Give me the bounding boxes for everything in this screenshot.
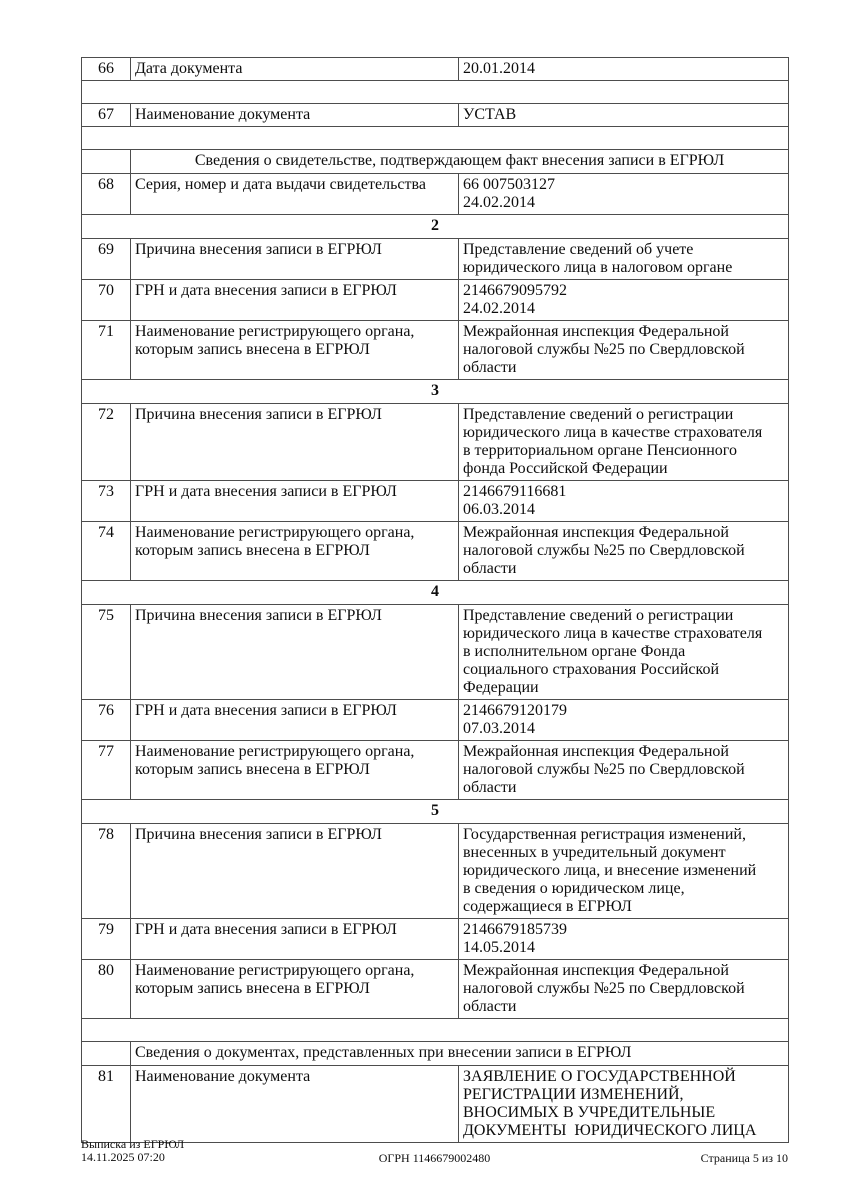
row-value-line: области xyxy=(463,779,517,796)
row-value-cell xyxy=(459,522,789,581)
row-label-cell xyxy=(131,280,459,321)
subheader-empty-cell xyxy=(82,1042,131,1066)
egrul-table-body xyxy=(82,58,789,1143)
row-value-line: фонда Российской Федерации xyxy=(463,460,668,477)
row-value-line: в территориальном органе Пенсионного xyxy=(463,442,737,459)
row-number-cell: 79 xyxy=(82,919,131,960)
subsection-header: Сведения о документах, представленных при внесении записи в ЕГРЮЛ xyxy=(131,1042,789,1066)
row-value-line: налоговой службы №25 по Свердловской xyxy=(463,761,745,778)
row-value-line: налоговой службы №25 по Свердловской xyxy=(463,980,745,997)
row-label-cell xyxy=(131,605,459,700)
row-value-line: 06.03.2014 xyxy=(463,501,535,518)
row-value-cell xyxy=(459,404,789,481)
row-value-line: 2146679116681 xyxy=(463,483,567,500)
table-row xyxy=(82,522,789,581)
table-row xyxy=(82,58,789,81)
row-number-cell: 80 xyxy=(82,960,131,1019)
row-number-cell: 81 xyxy=(82,1066,131,1143)
row-value-line: УСТАВ xyxy=(463,106,517,123)
row-label-cell xyxy=(131,58,459,81)
table-row xyxy=(82,919,789,960)
row-value-cell xyxy=(459,919,789,960)
row-label-cell xyxy=(131,522,459,581)
row-value-line: 07.03.2014 xyxy=(463,720,535,737)
row-number-cell: 75 xyxy=(82,605,131,700)
footer-timestamp: 14.11.2025 07:20 xyxy=(81,1150,165,1164)
row-value-line: Федерации xyxy=(463,679,539,696)
row-value-line: Представление сведений о регистрации xyxy=(463,607,734,624)
row-label-line: Наименование регистрирующего органа, xyxy=(135,962,415,979)
row-value-line: РЕГИСТРАЦИИ ИЗМЕНЕНИЙ, xyxy=(463,1086,684,1103)
row-value-line: социального страхования Российской xyxy=(463,661,720,678)
row-value-cell xyxy=(459,741,789,800)
row-value-line: юридического лица, и внесение изменений xyxy=(463,862,757,879)
row-value-line: юридического лица в налоговом органе xyxy=(463,259,733,276)
row-value-line: области xyxy=(463,359,517,376)
row-value-cell xyxy=(459,58,789,81)
row-label-cell xyxy=(131,239,459,280)
row-label-line: Дата документа xyxy=(135,60,243,77)
page-footer xyxy=(81,1138,788,1166)
egrul-records-table xyxy=(81,57,789,1143)
row-label-cell xyxy=(131,481,459,522)
row-value-cell xyxy=(459,239,789,280)
footer-ogrn: ОГРН 1146679002480 xyxy=(378,1151,491,1165)
table-row xyxy=(82,380,789,404)
row-number-cell: 71 xyxy=(82,321,131,380)
row-label-cell xyxy=(131,404,459,481)
row-number-cell: 68 xyxy=(82,174,131,215)
row-value-line: области xyxy=(463,560,517,577)
section-number: 3 xyxy=(82,380,789,404)
row-value-line: 66 007503127 xyxy=(463,176,555,193)
row-label-line: которым запись внесена в ЕГРЮЛ xyxy=(135,761,370,778)
row-number-cell: 78 xyxy=(82,824,131,919)
spacer-cell xyxy=(82,81,789,104)
row-label-line: Причина внесения записи в ЕГРЮЛ xyxy=(135,826,382,843)
row-number-cell: 67 xyxy=(82,104,131,127)
row-value-line: Государственная регистрация изменений, xyxy=(463,826,746,843)
row-label-line: Причина внесения записи в ЕГРЮЛ xyxy=(135,406,382,423)
row-value-cell xyxy=(459,1066,789,1143)
row-label-cell xyxy=(131,824,459,919)
row-label-line: Наименование регистрирующего органа, xyxy=(135,743,415,760)
row-value-cell xyxy=(459,174,789,215)
row-value-line: в исполнительном органе Фонда xyxy=(463,643,686,660)
row-value-cell xyxy=(459,280,789,321)
row-value-line: Межрайонная инспекция Федеральной xyxy=(463,743,729,760)
row-value-line: налоговой службы №25 по Свердловской xyxy=(463,542,745,559)
row-number-cell: 77 xyxy=(82,741,131,800)
row-value-cell xyxy=(459,824,789,919)
table-row xyxy=(82,280,789,321)
row-value-line: Межрайонная инспекция Федеральной xyxy=(463,962,729,979)
table-row xyxy=(82,150,789,174)
footer-page-number: Страница 5 из 10 xyxy=(700,1151,788,1165)
row-label-cell xyxy=(131,960,459,1019)
row-number-cell: 76 xyxy=(82,700,131,741)
table-row xyxy=(82,1042,789,1066)
row-value-line: Межрайонная инспекция Федеральной xyxy=(463,323,729,340)
subheader-empty-cell xyxy=(82,150,131,174)
row-label-line: ГРН и дата внесения записи в ЕГРЮЛ xyxy=(135,921,397,938)
row-number-cell: 74 xyxy=(82,522,131,581)
table-row xyxy=(82,104,789,127)
row-label-cell xyxy=(131,1066,459,1143)
row-number-cell: 72 xyxy=(82,404,131,481)
table-row xyxy=(82,581,789,605)
row-value-line: юридического лица в качестве страхователя xyxy=(463,424,763,441)
row-value-cell xyxy=(459,481,789,522)
spacer-cell xyxy=(82,127,789,150)
row-number-cell: 66 xyxy=(82,58,131,81)
row-value-cell xyxy=(459,960,789,1019)
row-value-line: юридического лица в качестве страхователя xyxy=(463,625,763,642)
row-number-cell: 70 xyxy=(82,280,131,321)
row-label-line: которым запись внесена в ЕГРЮЛ xyxy=(135,542,370,559)
table-row xyxy=(82,81,789,104)
row-label-line: Серия, номер и дата выдачи свидетельства xyxy=(135,176,426,193)
row-label-line: Наименование документа xyxy=(135,106,311,123)
row-label-cell xyxy=(131,104,459,127)
row-label-line: которым запись внесена в ЕГРЮЛ xyxy=(135,980,370,997)
row-value-line: 2146679120179 xyxy=(463,702,567,719)
section-number: 4 xyxy=(82,581,789,605)
table-row xyxy=(82,404,789,481)
table-row xyxy=(82,127,789,150)
row-label-line: Причина внесения записи в ЕГРЮЛ xyxy=(135,241,382,258)
row-value-line: области xyxy=(463,998,517,1015)
row-value-line: налоговой службы №25 по Свердловской xyxy=(463,341,745,358)
row-value-cell xyxy=(459,700,789,741)
table-row xyxy=(82,741,789,800)
row-value-line: внесенных в учредительный документ xyxy=(463,844,726,861)
row-value-line: Межрайонная инспекция Федеральной xyxy=(463,524,729,541)
row-label-cell xyxy=(131,321,459,380)
table-row xyxy=(82,239,789,280)
table-row xyxy=(82,481,789,522)
row-label-line: ГРН и дата внесения записи в ЕГРЮЛ xyxy=(135,483,397,500)
section-number: 5 xyxy=(82,800,789,824)
row-value-line: в сведения о юридическом лице, xyxy=(463,880,685,897)
row-label-line: Причина внесения записи в ЕГРЮЛ xyxy=(135,607,382,624)
table-row xyxy=(82,960,789,1019)
table-row xyxy=(82,800,789,824)
row-value-line: 24.02.2014 xyxy=(463,300,535,317)
row-value-line: 20.01.2014 xyxy=(463,60,535,77)
section-number: 2 xyxy=(82,215,789,239)
subsection-header: Сведения о свидетельстве, подтверждающем факт внесения записи в ЕГРЮЛ xyxy=(131,150,789,174)
row-label-line: Наименование регистрирующего органа, xyxy=(135,323,415,340)
row-value-cell xyxy=(459,104,789,127)
row-label-cell xyxy=(131,919,459,960)
row-value-line: 14.05.2014 xyxy=(463,939,535,956)
table-row xyxy=(82,1066,789,1143)
table-row xyxy=(82,174,789,215)
table-row xyxy=(82,824,789,919)
row-label-cell xyxy=(131,741,459,800)
table-row xyxy=(82,700,789,741)
row-value-line: Представление сведений об учете xyxy=(463,241,694,258)
row-value-line: 2146679185739 xyxy=(463,921,567,938)
row-number-cell: 73 xyxy=(82,481,131,522)
row-value-cell xyxy=(459,321,789,380)
row-value-line: ВНОСИМЫХ В УЧРЕДИТЕЛЬНЫЕ xyxy=(463,1104,716,1121)
row-label-line: которым запись внесена в ЕГРЮЛ xyxy=(135,341,370,358)
row-value-line: содержащиеся в ЕГРЮЛ xyxy=(463,898,632,915)
footer-doc-title: Выписка из ЕГРЮЛ xyxy=(81,1137,185,1151)
table-row xyxy=(82,1019,789,1042)
row-number-cell: 69 xyxy=(82,239,131,280)
table-row xyxy=(82,321,789,380)
spacer-cell xyxy=(82,1019,789,1042)
row-label-line: ГРН и дата внесения записи в ЕГРЮЛ xyxy=(135,282,397,299)
row-value-line: 2146679095792 xyxy=(463,282,567,299)
row-value-line: ДОКУМЕНТЫ ЮРИДИЧЕСКОГО ЛИЦА xyxy=(463,1122,757,1139)
row-label-line: Наименование регистрирующего органа, xyxy=(135,524,415,541)
row-label-line: Наименование документа xyxy=(135,1068,311,1085)
row-value-line: Представление сведений о регистрации xyxy=(463,406,734,423)
table-row xyxy=(82,215,789,239)
table-row xyxy=(82,605,789,700)
row-value-cell xyxy=(459,605,789,700)
row-label-cell xyxy=(131,700,459,741)
row-label-line: ГРН и дата внесения записи в ЕГРЮЛ xyxy=(135,702,397,719)
row-label-cell xyxy=(131,174,459,215)
row-value-line: 24.02.2014 xyxy=(463,194,535,211)
row-value-line: ЗАЯВЛЕНИЕ О ГОСУДАРСТВЕННОЙ xyxy=(463,1068,736,1085)
